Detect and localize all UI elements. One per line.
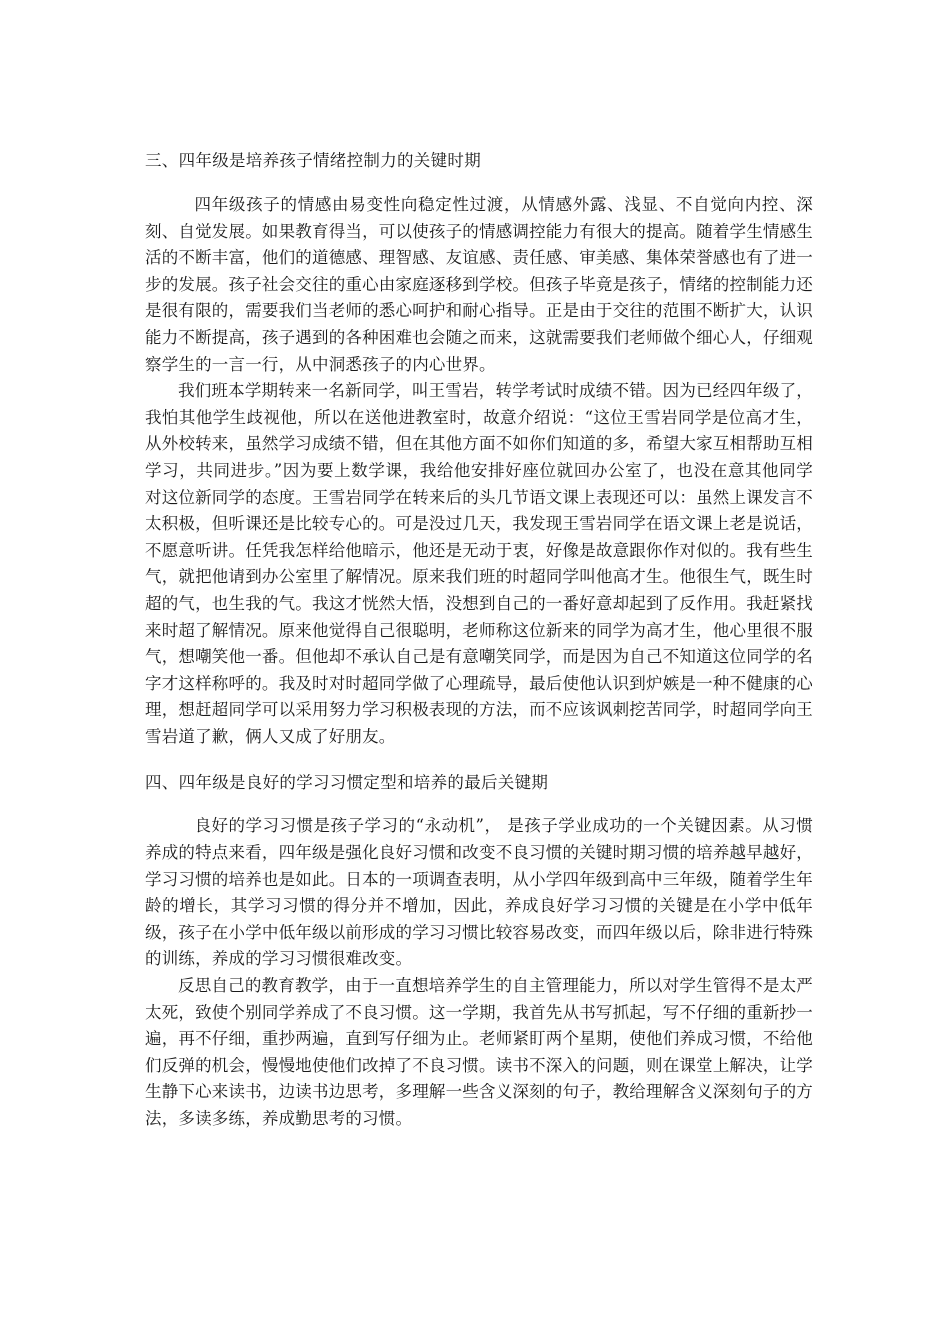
section-heading: 四、四年级是良好的学习习惯定型和培养的最后关键期 (145, 773, 549, 793)
document-page (145, 148, 813, 1133)
paragraph: 良好的学习习惯是孩子学习的“永动机”， 是孩子学业成功的一个关键因素。从习惯养成的特点来看，四年级是强化良好习惯和改变不良习惯的关键时期习惯的培养越早越好，学习习惯的培养也是如此。日本的一项调查表明，从小学四年级到高中三年级，随着学生年龄的增长，其学习习惯的得分并不增加，因此，养成良好学习习惯的关键是在小学中低年级，孩子在小学中低年级以前形成的学习习惯比较容易改变，而四年级以后，除非进行特殊的训练，养成的学习习惯很难改变。 (145, 816, 813, 969)
paragraph: 反思自己的教育教学，由于一直想培养学生的自主管理能力，所以对学生管得不是太严太死，致使个别同学养成了不良习惯。这一学期，我首先从书写抓起，写不仔细的重新抄一遍，再不仔细，重抄两遍，直到写仔细为止。老师紧盯两个星期，使他们养成习惯，不给他们反弹的机会，慢慢地使他们改掉了不良习惯。读书不深入的问题，则在课堂上解决，让学生静下心来读书，边读书边思考，多理解一些含义深刻的句子，教给理解含义深刻句子的方法，多读多练，养成勤思考的习惯。 (145, 976, 813, 1128)
paragraph: 四年级孩子的情感由易变性向稳定性过渡，从情感外露、浅显、不自觉向内控、深刻、自觉发展。如果教育得当，可以使孩子的情感调控能力有很大的提高。随着学生情感生活的不断丰富，他们的道德感、理智感、友谊感、责任感、审美感、集体荣誉感也有了进一步的发展。孩子社会交往的重心由家庭逐移到学校。但孩子毕竟是孩子，情绪的控制能力还是很有限的，需要我们当老师的悉心呵护和耐心指导。正是由于交往的范围不断扩大，认识能力不断提高，孩子遇到的各种困难也会随之而来，这就需要我们老师做个细心人，仔细观察学生的一言一行，从中洞悉孩子的内心世界。 (145, 195, 813, 374)
section-heading: 三、四年级是培养孩子情绪控制力的关键时期 (145, 151, 481, 170)
paragraph: 我们班本学期转来一名新同学，叫王雪岩，转学考试时成绩不错。因为已经四年级了，我怕其他学生歧视他，所以在送他进教室时，故意介绍说：“这位王雪岩同学是位高才生，从外校转来，虽然学习成绩不错，但在其他方面不如你们知道的多，希望大家互相帮助互相学习，共同进步。”因为要上数学课，我给他安排好座位就回办公室了，也没在意其他同学对这位新同学的态度。王雪岩同学在转来后的头几节语文课上表现还可以：虽然上课发言不太积极，但听课还是比较专心的。可是没过几天，我发现王雪岩同学在语文课上老是说话，不愿意听讲。任凭我怎样给他暗示，他还是无动于衷，好像是故意跟你作对似的。我有些生气，就把他请到办公室里了解情况。原来我们班的时超同学叫他高才生。他很生气，既生时超的气，也生我的气。我这才恍然大悟，没想到自己的一番好意却起到了反作用。我赶紧找来时超了解情况。原来他觉得自己很聪明，老师称这位新来的同学为高才生，他心里很不服气，想嘲笑他一番。但他却不承认自己是有意嘲笑同学，而是因为自己不知道这位同学的名字才这样称呼的。我及时对时超同学做了心理疏导，最后使他认识到炉嫉是一种不健康的心理，想赶超同学可以采用努力学习积极表现的方法，而不应该讽刺挖苦同学，时超同学向王雪岩道了歉，俩人又成了好朋友。 (145, 381, 813, 746)
